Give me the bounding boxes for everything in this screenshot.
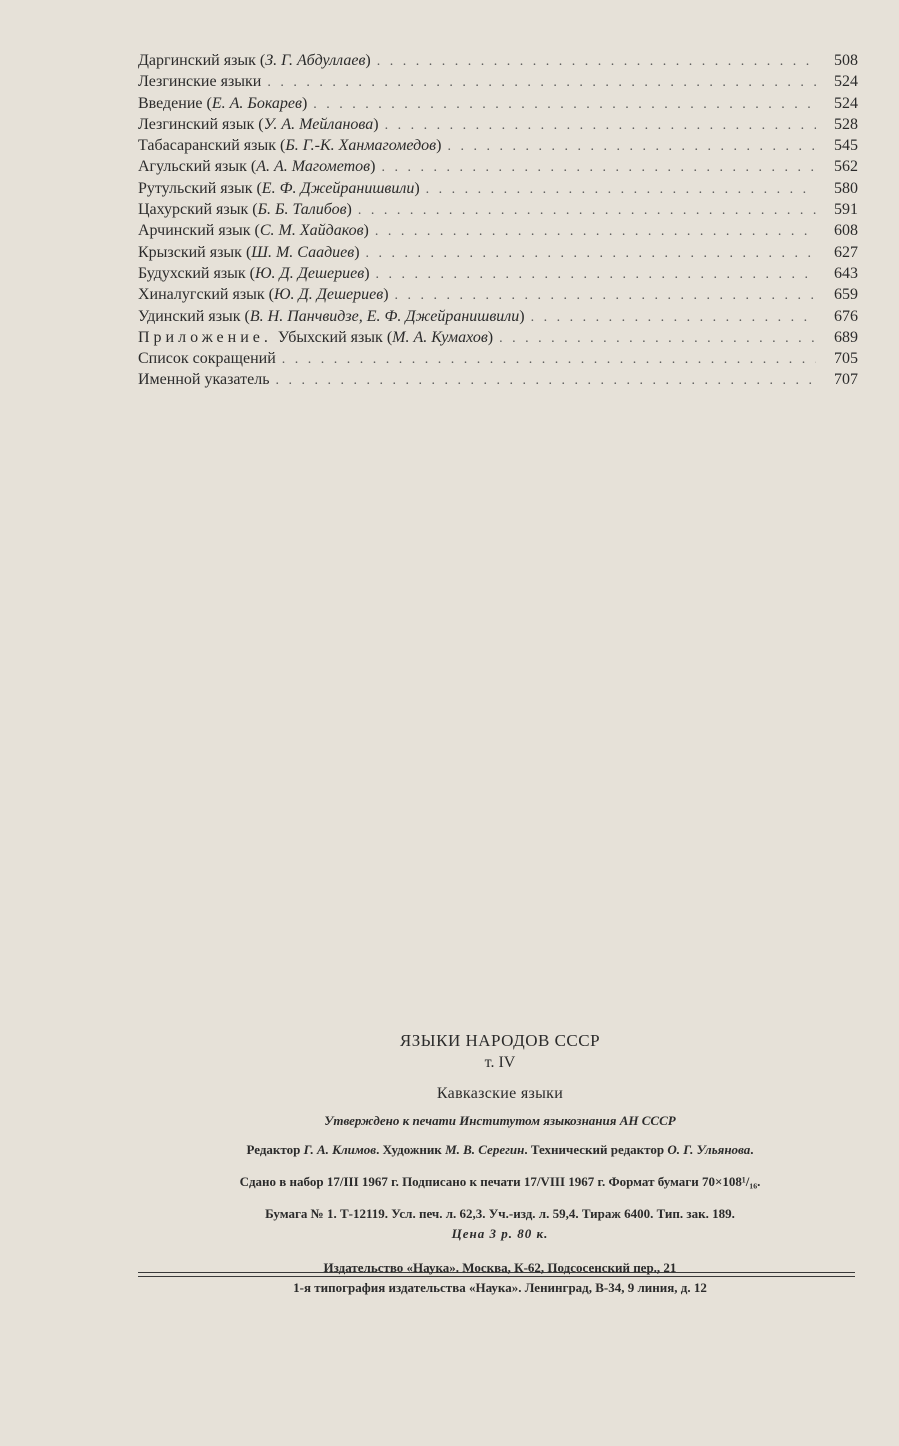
toc-title: Крызский язык (: [138, 243, 252, 261]
dot-leader: [395, 285, 816, 306]
toc-close: ): [519, 307, 525, 325]
toc-page-number: 707: [834, 371, 858, 389]
dot-leader: [366, 243, 816, 264]
toc-title: Введение (: [138, 94, 212, 112]
editor-name: Г. А. Климов: [303, 1142, 377, 1157]
toc-title: Лезгинский язык (: [138, 115, 264, 133]
toc-author: У. А. Мейланова: [263, 115, 374, 133]
toc-author: Б. Б. Талибов: [257, 201, 347, 219]
toc-entry: [138, 327, 858, 348]
dot-leader: [531, 307, 816, 328]
toc-close: ): [363, 222, 369, 240]
toc-page-number: 659: [834, 286, 858, 304]
toc-entry: [138, 369, 858, 390]
dot-leader: [376, 264, 816, 285]
toc-entry: [138, 114, 858, 135]
publisher-line: Издательство «Наука». Москва, К-62, Подсосенский пер., 21: [323, 1260, 677, 1275]
toc-page-number: 545: [834, 137, 858, 155]
toc-close: ): [364, 264, 370, 282]
dot-leader: [377, 51, 816, 72]
dot-leader: [499, 328, 816, 349]
dot-leader: [381, 157, 816, 178]
toc-page-number: 676: [834, 307, 858, 325]
dot-leader: [375, 221, 816, 242]
dot-leader: [275, 370, 816, 391]
toc-close: ): [373, 115, 379, 133]
toc-entry: [138, 284, 858, 305]
toc-page-number: 580: [834, 179, 858, 197]
toc-title: Цахурский язык (: [138, 201, 258, 219]
dot-leader: [313, 94, 816, 115]
toc-entry: [138, 156, 858, 177]
toc-close: ): [346, 201, 352, 219]
toc-title: Будухский язык (: [138, 264, 255, 282]
book-subtitle: Кавказские языки: [436, 1085, 564, 1102]
dot-leader: [267, 72, 816, 93]
toc-close: ): [370, 158, 376, 176]
divider-rule: [138, 1276, 855, 1277]
toc-appendix-prefix: Приложение.: [138, 328, 272, 346]
toc-page-number: 643: [834, 264, 858, 282]
toc-entry: [138, 50, 858, 71]
toc-title: Агульский язык (: [138, 158, 257, 176]
toc-author: С. М. Хайдаков: [259, 222, 364, 240]
toc-author: Ю. Д. Дешериев: [255, 264, 365, 282]
paper-line: Бумага № 1. Т-12119. Усл. печ. л. 62,3. Уч.-изд. л. 59,4. Тираж 6400. Тип. зак. 189.: [265, 1206, 735, 1221]
imprint-block: [130, 1025, 870, 1277]
toc-title: Удинский язык (: [138, 307, 250, 325]
toc-page-number: 524: [834, 73, 858, 91]
toc-entry: [138, 178, 858, 199]
dot-leader: [358, 200, 816, 221]
toc-page-number: 608: [834, 222, 858, 240]
toc-author: А. А. Магометов: [256, 158, 371, 176]
toc-page-number: 528: [834, 115, 858, 133]
toc-close: ): [301, 94, 308, 112]
toc-page-number: 524: [834, 94, 858, 112]
book-title: ЯЗЫКИ НАРОДОВ СССР: [399, 1031, 601, 1050]
toc-author: Б. Г.-К. Ханмагомедов: [285, 137, 437, 155]
editors-line: Редактор Г. А. Климов. Художник М. В. Серегин. Технический редактор О. Г. Ульянова.: [246, 1142, 754, 1157]
toc-author: М. А. Кумахов: [392, 328, 488, 346]
table-of-contents: [138, 50, 858, 391]
toc-close: ): [354, 243, 360, 261]
toc-page-number: 591: [834, 201, 858, 219]
volume-number: т. IV: [484, 1054, 516, 1071]
dot-leader: [385, 115, 816, 136]
toc-entry: [138, 71, 858, 92]
toc-page-number: 627: [834, 243, 858, 261]
dot-leader: [282, 349, 816, 370]
toc-entry: [138, 135, 858, 156]
toc-title: Арчинский язык (: [138, 222, 260, 240]
toc-author: Е. А. Бокарев: [211, 94, 302, 112]
toc-entry: [138, 348, 858, 369]
toc-title: Хиналугский язык (: [138, 286, 274, 304]
toc-title: Именной указатель: [138, 371, 270, 389]
toc-title: Убыхский язык (: [273, 328, 393, 346]
toc-close: ): [383, 286, 389, 304]
toc-close: ): [436, 137, 442, 155]
toc-page-number: 508: [834, 52, 858, 69]
toc-author: З. Г. Абдуллаев: [265, 52, 366, 69]
toc-entry: [138, 199, 858, 220]
toc-entry: [138, 263, 858, 284]
printer-line: 1-я типография издательства «Наука». Ленинград, В-34, 9 линия, д. 12: [293, 1280, 707, 1295]
toc-title: Список сокращений: [138, 350, 276, 368]
toc-entry: [138, 93, 858, 114]
toc-author: Ю. Д. Дешериев: [274, 286, 384, 304]
print-dates-line: Сдано в набор 17/III 1967 г. Подписано к печати 17/VIII 1967 г. Формат бумаги 70×108¹/₁₆.: [239, 1174, 761, 1189]
toc-title: Даргинский язык (: [138, 52, 266, 69]
toc-author: Ш. М. Саадиев: [251, 243, 355, 261]
toc-close: ): [487, 328, 494, 346]
toc-title: Табасаранский язык (: [138, 137, 286, 155]
toc-page-number: 689: [834, 328, 858, 346]
toc-entry: [138, 306, 858, 327]
toc-page-number: 705: [834, 350, 858, 368]
tech-editor-name: О. Г. Ульянова: [667, 1142, 751, 1157]
toc-author: Е. Ф. Джейранишвили: [261, 179, 415, 197]
toc-author: В. Н. Панчвидзе, Е. Ф. Джейранишвили: [249, 307, 520, 325]
artist-name: М. В. Серегин: [445, 1142, 525, 1157]
price-line: Цена 3 р. 80 к.: [451, 1226, 549, 1241]
toc-title: Лезгинские языки: [138, 73, 262, 91]
dot-leader: [426, 179, 816, 200]
toc-title: Рутульский язык (: [138, 179, 262, 197]
toc-close: ): [414, 179, 420, 197]
approval-line: Утверждено к печати Институтом языкознания АН СССР: [324, 1113, 676, 1128]
toc-close: ): [365, 52, 371, 69]
dot-leader: [447, 136, 816, 157]
toc-entry: [138, 220, 858, 241]
toc-entry: [138, 242, 858, 263]
divider-rule: [138, 1272, 855, 1273]
toc-page-number: 562: [834, 158, 858, 176]
